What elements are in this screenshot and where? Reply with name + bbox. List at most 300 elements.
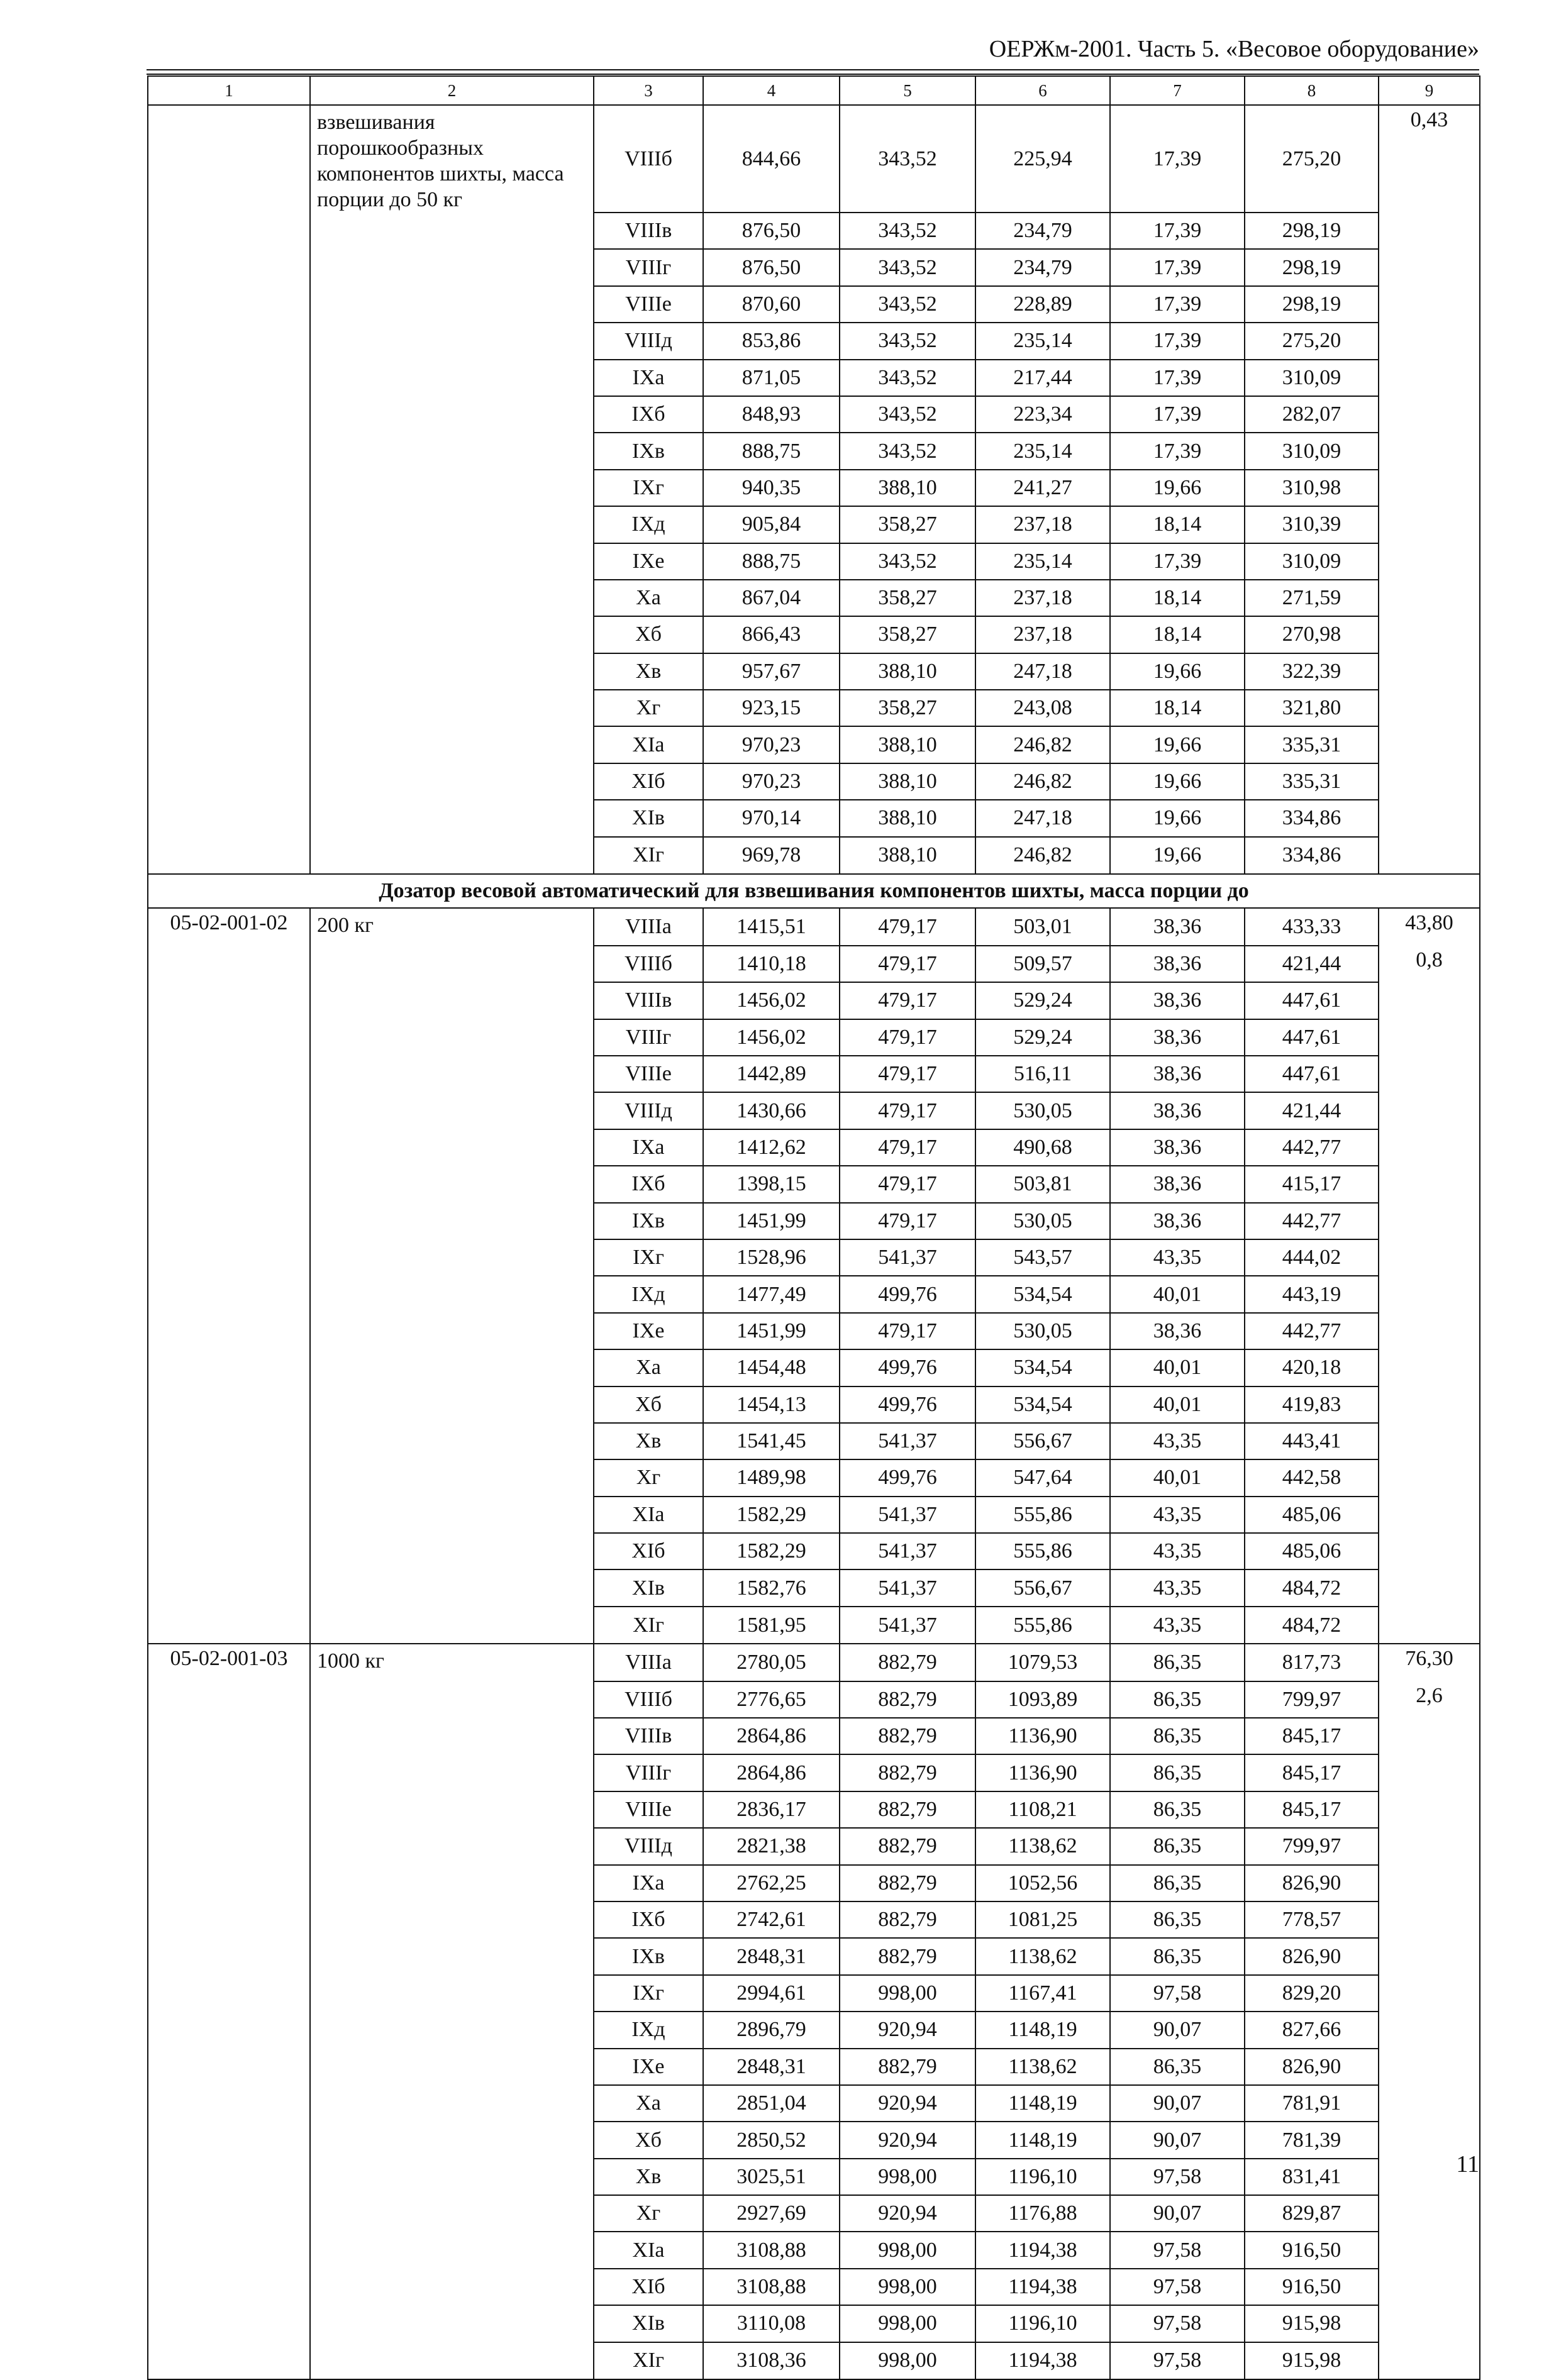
col9-cell (1379, 1533, 1480, 1569)
value-cell: 998,00 (840, 2305, 975, 2342)
col9-cell (1379, 1718, 1480, 1754)
value-cell: 998,00 (840, 2342, 975, 2379)
position-code (148, 1056, 310, 1092)
value-cell: 310,09 (1245, 433, 1379, 469)
position-code (148, 1865, 310, 1901)
column-number: 5 (840, 76, 975, 105)
value-cell: 421,44 (1245, 1092, 1379, 1129)
table-row (148, 837, 1480, 874)
group-heading: Дозатор весовой автоматический для взвешивания компонентов шихты, масса порции до (148, 874, 1480, 908)
position-code (148, 800, 310, 836)
position-description (310, 1056, 594, 1092)
position-code (148, 2195, 310, 2232)
col9-cell (1379, 1349, 1480, 1386)
value-cell: 882,79 (840, 1865, 975, 1901)
value-cell: 920,94 (840, 2195, 975, 2232)
value-cell: 442,58 (1245, 1459, 1379, 1496)
position-code (148, 2342, 310, 2379)
value-cell: 17,39 (1110, 249, 1245, 285)
col9-cell (1379, 653, 1480, 690)
col9-cell (1379, 433, 1480, 469)
value-cell: 1148,19 (975, 2085, 1110, 2122)
region-cell: XIа (594, 2232, 703, 2268)
position-description (310, 580, 594, 616)
value-cell: 1176,88 (975, 2195, 1110, 2232)
region-cell: VIIIа (594, 1644, 703, 1681)
value-cell: 998,00 (840, 2159, 975, 2195)
position-code (148, 580, 310, 616)
table-row (148, 2232, 1480, 2268)
col9-cell (1379, 1166, 1480, 1202)
value-cell: 831,41 (1245, 2159, 1379, 2195)
table-row (148, 323, 1480, 359)
table-row (148, 1056, 1480, 1092)
table-row (148, 1718, 1480, 1754)
position-code (148, 837, 310, 874)
value-cell: 237,18 (975, 580, 1110, 616)
value-cell: 17,39 (1110, 360, 1245, 396)
position-code (148, 2159, 310, 2195)
value-cell: 237,18 (975, 616, 1110, 653)
value-cell: 479,17 (840, 982, 975, 1019)
region-cell: IXв (594, 433, 703, 469)
value-cell: 343,52 (840, 105, 975, 213)
value-cell: 275,20 (1245, 323, 1379, 359)
table-row (148, 1681, 1480, 1718)
value-cell: 443,19 (1245, 1276, 1379, 1312)
col9-cell (1379, 1056, 1480, 1092)
region-cell: VIIIе (594, 286, 703, 323)
region-cell: Xа (594, 1349, 703, 1386)
value-cell: 86,35 (1110, 1754, 1245, 1791)
position-code (148, 1423, 310, 1459)
table-row (148, 1129, 1480, 1166)
position-code (148, 726, 310, 763)
value-cell: 18,14 (1110, 616, 1245, 653)
region-cell: XIб (594, 2269, 703, 2305)
value-cell: 3108,36 (703, 2342, 840, 2379)
position-code (148, 1938, 310, 1974)
value-cell: 275,20 (1245, 105, 1379, 213)
value-cell: 479,17 (840, 1203, 975, 1239)
region-cell: Xв (594, 1423, 703, 1459)
value-cell: 1052,56 (975, 1865, 1110, 1901)
value-cell: 86,35 (1110, 1865, 1245, 1901)
value-cell: 2864,86 (703, 1754, 840, 1791)
table-row (148, 800, 1480, 836)
value-cell: 1138,62 (975, 2049, 1110, 2085)
value-cell: 876,50 (703, 249, 840, 285)
col9-cell (1379, 1203, 1480, 1239)
region-cell: XIв (594, 1569, 703, 1606)
value-cell: 1582,76 (703, 1569, 840, 1606)
position-description (310, 2122, 594, 2158)
value-cell: 882,79 (840, 1791, 975, 1828)
value-cell: 40,01 (1110, 1386, 1245, 1423)
value-cell: 38,36 (1110, 1313, 1245, 1349)
value-cell: 866,43 (703, 616, 840, 653)
value-cell: 888,75 (703, 433, 840, 469)
table-row (148, 2085, 1480, 2122)
col9-cell (1379, 1239, 1480, 1276)
region-cell: IXг (594, 470, 703, 506)
table-row (148, 396, 1480, 433)
value-cell: 3108,88 (703, 2232, 840, 2268)
table-row (148, 690, 1480, 726)
position-description (310, 1938, 594, 1974)
col9-cell (1379, 2085, 1480, 2122)
position-code (148, 470, 310, 506)
value-cell: 1412,62 (703, 1129, 840, 1166)
col9-cell (1379, 1754, 1480, 1791)
value-cell: 442,77 (1245, 1129, 1379, 1166)
table-row (148, 1092, 1480, 1129)
value-cell: 829,20 (1245, 1975, 1379, 2012)
col9-cell (1379, 1423, 1480, 1459)
value-cell: 38,36 (1110, 1166, 1245, 1202)
value-cell: 882,79 (840, 2049, 975, 2085)
region-cell: IXе (594, 543, 703, 580)
value-cell: 447,61 (1245, 982, 1379, 1019)
position-code (148, 2012, 310, 2048)
value-cell: 38,36 (1110, 1056, 1245, 1092)
value-cell: 817,73 (1245, 1644, 1379, 1681)
value-cell: 882,79 (840, 1828, 975, 1864)
value-cell: 43,35 (1110, 1569, 1245, 1606)
value-cell: 503,81 (975, 1166, 1110, 1202)
value-cell: 97,58 (1110, 2269, 1245, 2305)
value-cell: 923,15 (703, 690, 840, 726)
value-cell: 86,35 (1110, 1681, 1245, 1718)
table-row (148, 1569, 1480, 1606)
value-cell: 90,07 (1110, 2122, 1245, 2158)
col9-cell (1379, 1681, 1480, 1718)
position-code (148, 360, 310, 396)
value-cell: 243,08 (975, 690, 1110, 726)
position-code: 05-02-001-03 (148, 1644, 310, 1681)
value-cell: 38,36 (1110, 1019, 1245, 1056)
value-cell: 90,07 (1110, 2195, 1245, 2232)
value-cell: 298,19 (1245, 286, 1379, 323)
value-cell: 235,14 (975, 543, 1110, 580)
value-cell: 90,07 (1110, 2085, 1245, 2122)
value-cell: 2851,04 (703, 2085, 840, 2122)
value-cell: 479,17 (840, 1129, 975, 1166)
region-cell: VIIIб (594, 105, 703, 213)
col9-cell (1379, 2232, 1480, 2268)
table-row (148, 543, 1480, 580)
value-cell: 241,27 (975, 470, 1110, 506)
table-row (148, 1349, 1480, 1386)
position-code (148, 2122, 310, 2158)
value-cell: 485,06 (1245, 1497, 1379, 1533)
position-description (310, 763, 594, 800)
table-row (148, 908, 1480, 945)
value-cell: 499,76 (840, 1386, 975, 1423)
value-cell: 1442,89 (703, 1056, 840, 1092)
region-cell: XIа (594, 726, 703, 763)
position-code (148, 1533, 310, 1569)
value-cell: 853,86 (703, 323, 840, 359)
position-description (310, 543, 594, 580)
value-cell: 848,93 (703, 396, 840, 433)
position-description (310, 1718, 594, 1754)
value-cell: 86,35 (1110, 1938, 1245, 1974)
table-row (148, 2049, 1480, 2085)
value-cell: 490,68 (975, 1129, 1110, 1166)
position-description (310, 1203, 594, 1239)
position-code (148, 433, 310, 469)
value-cell: 530,05 (975, 1092, 1110, 1129)
table-row (148, 2269, 1480, 2305)
region-cell: Xб (594, 2122, 703, 2158)
value-cell: 499,76 (840, 1276, 975, 1312)
position-description (310, 1828, 594, 1864)
position-code (148, 1791, 310, 1828)
value-cell: 1148,19 (975, 2122, 1110, 2158)
region-cell: VIIIе (594, 1791, 703, 1828)
col9-main-value: 76,30 (1405, 1647, 1453, 1671)
column-number: 6 (975, 76, 1110, 105)
value-cell: 2780,05 (703, 1644, 840, 1681)
col9-cell (1379, 543, 1480, 580)
value-cell: 322,39 (1245, 653, 1379, 690)
value-cell: 529,24 (975, 982, 1110, 1019)
position-code (148, 1828, 310, 1864)
value-cell: 38,36 (1110, 982, 1245, 1019)
value-cell: 19,66 (1110, 726, 1245, 763)
col9-cell (1379, 908, 1480, 945)
table-row (148, 2305, 1480, 2342)
region-cell: IXе (594, 1313, 703, 1349)
table-row (148, 1239, 1480, 1276)
value-cell: 388,10 (840, 726, 975, 763)
col9-cell (1379, 726, 1480, 763)
position-description (310, 1092, 594, 1129)
value-cell: 845,17 (1245, 1791, 1379, 1828)
value-cell: 479,17 (840, 1166, 975, 1202)
col9-cell (1379, 1092, 1480, 1129)
value-cell: 998,00 (840, 1975, 975, 2012)
position-code (148, 1203, 310, 1239)
value-cell: 86,35 (1110, 1791, 1245, 1828)
position-code (148, 506, 310, 543)
position-description (310, 470, 594, 506)
value-cell: 882,79 (840, 1718, 975, 1754)
value-cell: 867,04 (703, 580, 840, 616)
value-cell: 1451,99 (703, 1203, 840, 1239)
position-description (310, 1975, 594, 2012)
value-cell: 541,37 (840, 1239, 975, 1276)
col9-cell (1379, 982, 1480, 1019)
table-row (148, 1386, 1480, 1423)
position-description (310, 946, 594, 982)
position-description (310, 2195, 594, 2232)
value-cell: 235,14 (975, 433, 1110, 469)
value-cell: 358,27 (840, 580, 975, 616)
value-cell: 2762,25 (703, 1865, 840, 1901)
col9-cell (1379, 1607, 1480, 1644)
table-row (148, 470, 1480, 506)
col9-cell (1379, 470, 1480, 506)
table-row (148, 1791, 1480, 1828)
region-cell: XIг (594, 837, 703, 874)
column-number-row (148, 76, 1480, 105)
value-cell: 2836,17 (703, 1791, 840, 1828)
table-row (148, 1901, 1480, 1938)
position-description (310, 2342, 594, 2379)
position-code (148, 2305, 310, 2342)
value-cell: 1582,29 (703, 1497, 840, 1533)
value-cell: 40,01 (1110, 1276, 1245, 1312)
col9-sub-value: 2,6 (1416, 1683, 1443, 1707)
position-code (148, 1276, 310, 1312)
value-cell: 343,52 (840, 433, 975, 469)
value-cell: 871,05 (703, 360, 840, 396)
table-row (148, 1166, 1480, 1202)
value-cell: 882,79 (840, 1901, 975, 1938)
position-description (310, 323, 594, 359)
page-number: 11 (1456, 2151, 1479, 2178)
value-cell: 534,54 (975, 1349, 1110, 1386)
value-cell: 915,98 (1245, 2305, 1379, 2342)
value-cell: 334,86 (1245, 837, 1379, 874)
value-cell: 541,37 (840, 1607, 975, 1644)
value-cell: 781,39 (1245, 2122, 1379, 2158)
position-code (148, 2085, 310, 2122)
value-cell: 388,10 (840, 837, 975, 874)
region-cell: VIIIв (594, 982, 703, 1019)
value-cell: 555,86 (975, 1607, 1110, 1644)
value-cell: 534,54 (975, 1386, 1110, 1423)
region-cell: VIIIг (594, 1019, 703, 1056)
table-row (148, 1533, 1480, 1569)
value-cell: 479,17 (840, 946, 975, 982)
value-cell: 970,23 (703, 763, 840, 800)
value-cell: 530,05 (975, 1313, 1110, 1349)
position-description (310, 213, 594, 249)
position-code (148, 1681, 310, 1718)
position-description: 200 кг (310, 908, 594, 945)
table-row (148, 1865, 1480, 1901)
value-cell: 915,98 (1245, 2342, 1379, 2379)
value-cell: 1410,18 (703, 946, 840, 982)
value-cell: 388,10 (840, 763, 975, 800)
region-cell: XIб (594, 763, 703, 800)
region-cell: XIа (594, 1497, 703, 1533)
value-cell: 343,52 (840, 360, 975, 396)
position-description (310, 1569, 594, 1606)
position-code (148, 543, 310, 580)
col9-main-value: 43,80 (1405, 911, 1453, 935)
value-cell: 246,82 (975, 837, 1110, 874)
col9-cell (1379, 837, 1480, 874)
value-cell: 957,67 (703, 653, 840, 690)
value-cell: 479,17 (840, 908, 975, 945)
position-description (310, 2269, 594, 2305)
value-cell: 358,27 (840, 690, 975, 726)
region-cell: IXд (594, 1276, 703, 1312)
value-cell: 916,50 (1245, 2232, 1379, 2268)
position-description (310, 2085, 594, 2122)
table-row (148, 506, 1480, 543)
table-row (148, 1459, 1480, 1496)
position-code (148, 616, 310, 653)
table-row (148, 616, 1480, 653)
col9-cell (1379, 2269, 1480, 2305)
value-cell: 86,35 (1110, 1644, 1245, 1681)
value-cell: 298,19 (1245, 213, 1379, 249)
value-cell: 97,58 (1110, 2232, 1245, 2268)
value-cell: 3108,88 (703, 2269, 840, 2305)
region-cell: VIIIа (594, 908, 703, 945)
position-description (310, 396, 594, 433)
table-row (148, 946, 1480, 982)
region-cell: XIг (594, 2342, 703, 2379)
region-cell: IXе (594, 2049, 703, 2085)
position-description (310, 1754, 594, 1791)
value-cell: 516,11 (975, 1056, 1110, 1092)
value-cell: 310,98 (1245, 470, 1379, 506)
value-cell: 447,61 (1245, 1056, 1379, 1092)
table-row (148, 653, 1480, 690)
col9-cell (1379, 286, 1480, 323)
value-cell: 1415,51 (703, 908, 840, 945)
value-cell: 1136,90 (975, 1718, 1110, 1754)
column-number: 4 (703, 76, 840, 105)
value-cell: 18,14 (1110, 580, 1245, 616)
col9-cell (1379, 213, 1480, 249)
col9-cell (1379, 1901, 1480, 1938)
value-cell: 826,90 (1245, 1865, 1379, 1901)
position-description (310, 1681, 594, 1718)
value-cell: 826,90 (1245, 1938, 1379, 1974)
value-cell: 920,94 (840, 2122, 975, 2158)
col9-sub-value: 0,8 (1416, 948, 1443, 971)
value-cell: 19,66 (1110, 653, 1245, 690)
value-cell: 2848,31 (703, 2049, 840, 2085)
col9-cell (1379, 396, 1480, 433)
column-number: 9 (1379, 76, 1480, 105)
position-description (310, 506, 594, 543)
table-row (148, 105, 1480, 213)
value-cell: 17,39 (1110, 105, 1245, 213)
value-cell: 2994,61 (703, 1975, 840, 2012)
region-cell: VIIIд (594, 323, 703, 359)
col9-cell (1379, 2305, 1480, 2342)
col9-cell (1379, 323, 1480, 359)
region-cell: IXа (594, 1865, 703, 1901)
position-description (310, 1166, 594, 1202)
table-row (148, 2122, 1480, 2158)
position-code (148, 1386, 310, 1423)
running-head: ОЕРЖм-2001. Часть 5. «Весовое оборудование» (989, 36, 1479, 62)
value-cell: 17,39 (1110, 323, 1245, 359)
position-code (148, 1313, 310, 1349)
value-cell: 40,01 (1110, 1349, 1245, 1386)
position-code (148, 2232, 310, 2268)
value-cell: 1138,62 (975, 1938, 1110, 1974)
position-code (148, 1239, 310, 1276)
header-rule (147, 69, 1479, 70)
value-cell: 876,50 (703, 213, 840, 249)
value-cell: 1167,41 (975, 1975, 1110, 2012)
position-code (148, 1349, 310, 1386)
col9-cell (1379, 763, 1480, 800)
col9-cell (1379, 249, 1480, 285)
position-description (310, 982, 594, 1019)
region-cell: XIв (594, 800, 703, 836)
